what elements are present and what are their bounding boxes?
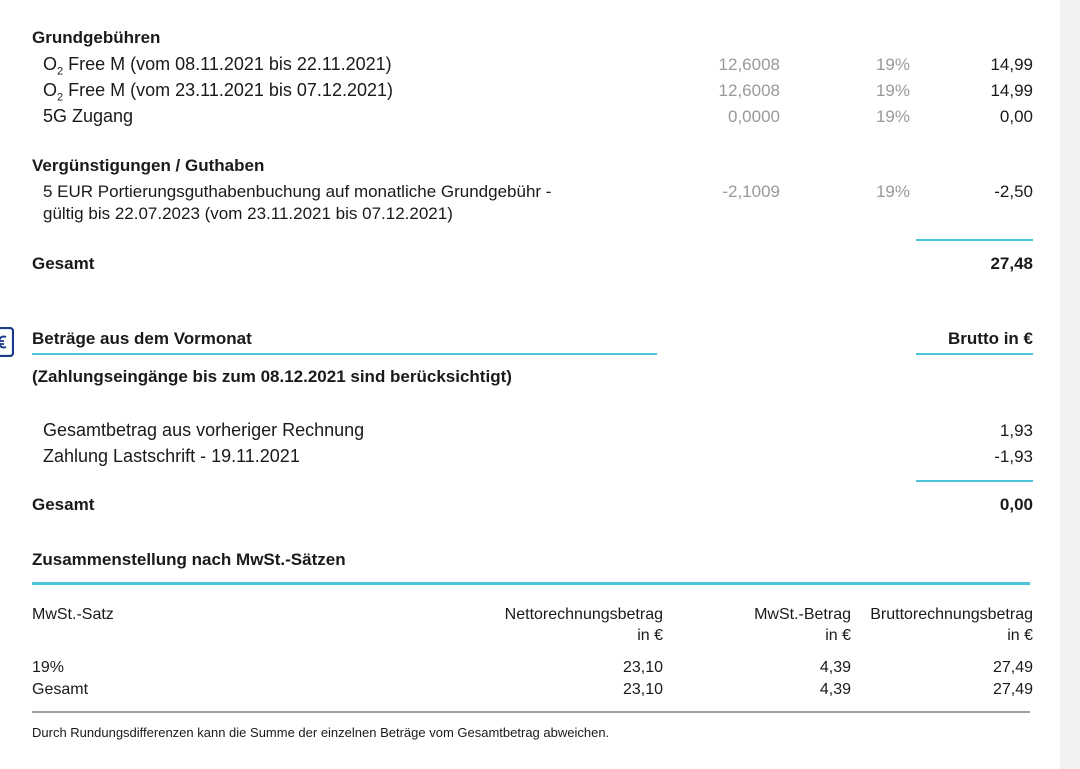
header-netto-unit: in €	[637, 627, 663, 644]
column-header-brutto: Brutto in €	[948, 329, 1033, 348]
header-brutto: Bruttorechnungsbetrag	[870, 606, 1033, 623]
discount-vat: 19%	[875, 182, 910, 201]
header-rate: MwSt.-Satz	[32, 606, 114, 623]
section-title-verguenstigungen: Vergünstigungen / Guthaben	[32, 156, 265, 175]
total-label: Gesamt	[32, 495, 95, 514]
fee-row-label: $O_2$ Free M (vom 23.11.2021 bis 07.12.2021)	[43, 80, 393, 104]
table-bottom-rule	[32, 711, 1030, 713]
total-label: Gesamt	[32, 254, 95, 273]
table-row-vat: 4,39	[819, 659, 851, 676]
fee-row-label: $O_2$ Free M (vom 08.11.2021 bis 22.11.2021)	[43, 54, 392, 78]
sum-rule	[916, 480, 1033, 482]
fee-row-label: 5G Zugang	[43, 106, 134, 126]
header-netto: Nettorechnungsbetrag	[504, 606, 663, 623]
discount-netto: -2,1009	[722, 182, 780, 201]
fee-row-vat: 19%	[875, 55, 910, 74]
payment-note: (Zahlungseingänge bis zum 08.12.2021 sind berücksichtigt)	[32, 367, 512, 386]
table-row-rate: 19%	[32, 659, 65, 676]
previous-row-label: Zahlung Lastschrift - 19.11.2021	[43, 446, 300, 466]
fee-row-brutto: 14,99	[990, 55, 1033, 74]
discount-label-line1: 5 EUR Portierungsguthabenbuchung auf monatliche Grundgebühr -	[43, 182, 552, 201]
receipt-euro-icon[interactable]	[0, 327, 14, 357]
previous-row-value: -1,93	[994, 447, 1033, 466]
fee-row-brutto: 14,99	[990, 81, 1033, 100]
discount-brutto: -2,50	[994, 182, 1033, 201]
header-vat: MwSt.-Betrag	[754, 606, 851, 623]
table-row-brutto: 27,49	[992, 659, 1033, 676]
header-brutto-unit: in €	[1007, 627, 1033, 644]
previous-row-label: Gesamtbetrag aus vorheriger Rechnung	[43, 420, 365, 440]
total-value: 27,48	[990, 254, 1033, 273]
previous-row-value: 1,93	[999, 421, 1033, 440]
section-rule	[32, 582, 1030, 585]
section-title-grundgebuehren: Grundgebühren	[32, 28, 161, 47]
section-title-vormonat: Beträge aus dem Vormonat	[32, 329, 252, 348]
fee-row-netto: 0,0000	[728, 107, 780, 126]
header-vat-unit: in €	[825, 627, 851, 644]
section-title-mwst: Zusammenstellung nach MwSt.-Sätzen	[32, 550, 346, 569]
fee-row-netto: 12,6008	[718, 81, 780, 100]
table-row-rate: Gesamt	[32, 681, 89, 698]
sum-rule	[916, 239, 1033, 241]
table-row-vat: 4,39	[819, 681, 851, 698]
total-value: 0,00	[999, 495, 1033, 514]
fee-row-vat: 19%	[875, 81, 910, 100]
table-row-netto: 23,10	[622, 681, 663, 698]
discount-label-line2: gültig bis 22.07.2023 (vom 23.11.2021 bis 07.12.2021)	[43, 204, 453, 223]
fee-row-netto: 12,6008	[718, 55, 780, 74]
column-rule	[916, 353, 1033, 355]
fee-row-vat: 19%	[875, 107, 910, 126]
footnote: Durch Rundungsdifferenzen kann die Summe der einzelnen Beträge vom Gesamtbetrag abweichen.	[32, 725, 610, 740]
table-row-brutto: 27,49	[992, 681, 1033, 698]
page-edge-strip	[1060, 0, 1080, 769]
fee-row-brutto: 0,00	[999, 107, 1033, 126]
table-row-netto: 23,10	[622, 659, 663, 676]
section-rule	[32, 353, 657, 355]
